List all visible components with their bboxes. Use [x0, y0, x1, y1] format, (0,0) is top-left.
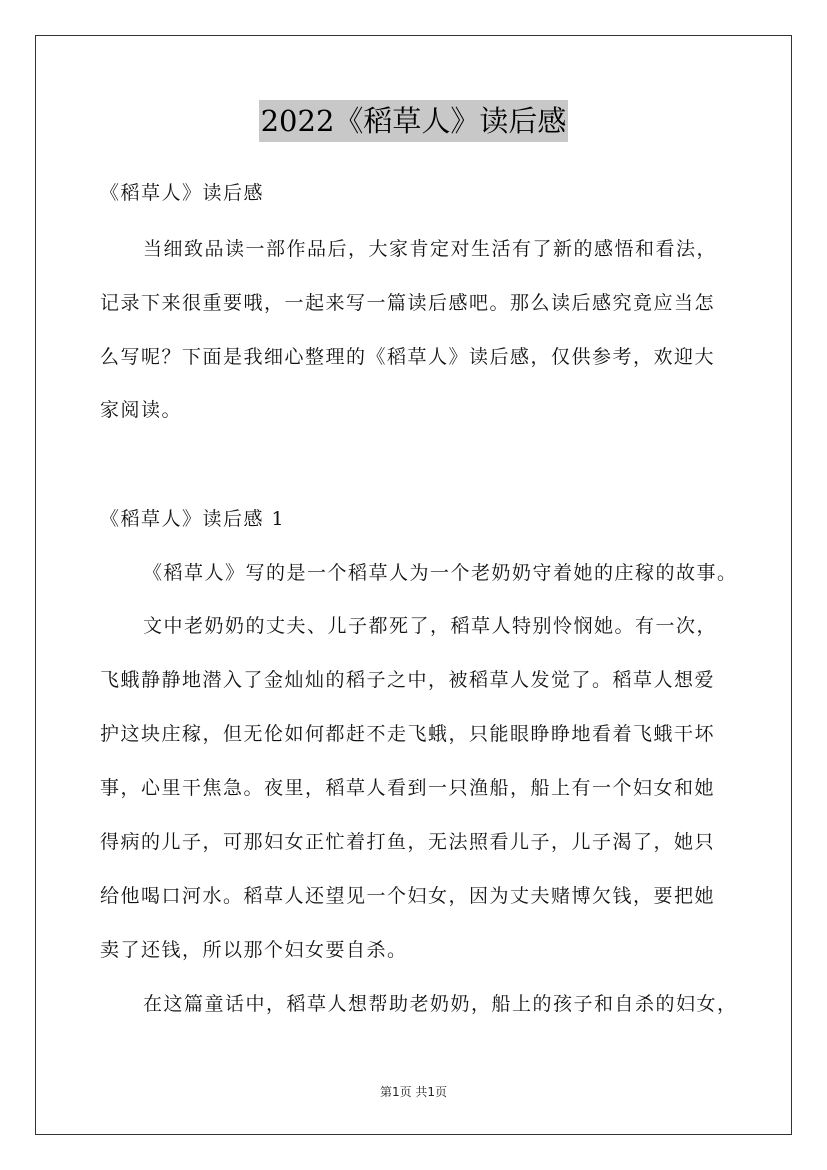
paragraph-line: 么写呢？下面是我细心整理的《稻草人》读后感，仅供参考，欢迎大 — [100, 346, 716, 368]
paragraph-line: 飞蛾静静地潜入了金灿灿的稻子之中，被稻草人发觉了。稻草人想爱 — [100, 669, 716, 691]
title-container — [0, 100, 827, 142]
paragraph-line: 卖了还钱，所以那个妇女要自杀。 — [100, 939, 408, 961]
paragraph-line: 当细致品读一部作品后，大家肯定对生活有了新的感悟和看法， — [143, 238, 718, 260]
paragraph-line: 事，心里干焦急。夜里，稻草人看到一只渔船，船上有一个妇女和她 — [100, 777, 716, 799]
paragraph-line: 《稻草人》写的是一个稻草人为一个老奶奶守着她的庄稼的故事。 — [143, 562, 738, 584]
paragraph-line: 护这块庄稼，但无伦如何都赶不走飞蛾，只能眼睁睁地看着飞蛾干坏 — [100, 723, 716, 745]
paragraph-line: 在这篇童话中，稻草人想帮助老奶奶，船上的孩子和自杀的妇女， — [143, 993, 738, 1015]
section-heading: 《稻草人》读后感 1 — [100, 508, 286, 530]
paragraph-line: 得病的儿子，可那妇女正忙着打鱼，无法照看儿子，儿子渴了，她只 — [100, 831, 716, 853]
document-title: 2022《稻草人》读后感 — [259, 100, 569, 142]
paragraph-line: 文中老奶奶的丈夫、儿子都死了，稻草人特别怜悯她。有一次， — [143, 615, 718, 637]
paragraph-line: 记录下来很重要哦，一起来写一篇读后感吧。那么读后感究竟应当怎 — [100, 292, 716, 314]
paragraph-line: 给他喝口河水。稻草人还望见一个妇女，因为丈夫赌博欠钱，要把她 — [100, 885, 716, 907]
heading-line: 《稻草人》读后感 — [100, 182, 265, 204]
paragraph-line: 家阅读。 — [100, 399, 183, 421]
page-footer: 第1页 共1页 — [379, 1085, 448, 1099]
